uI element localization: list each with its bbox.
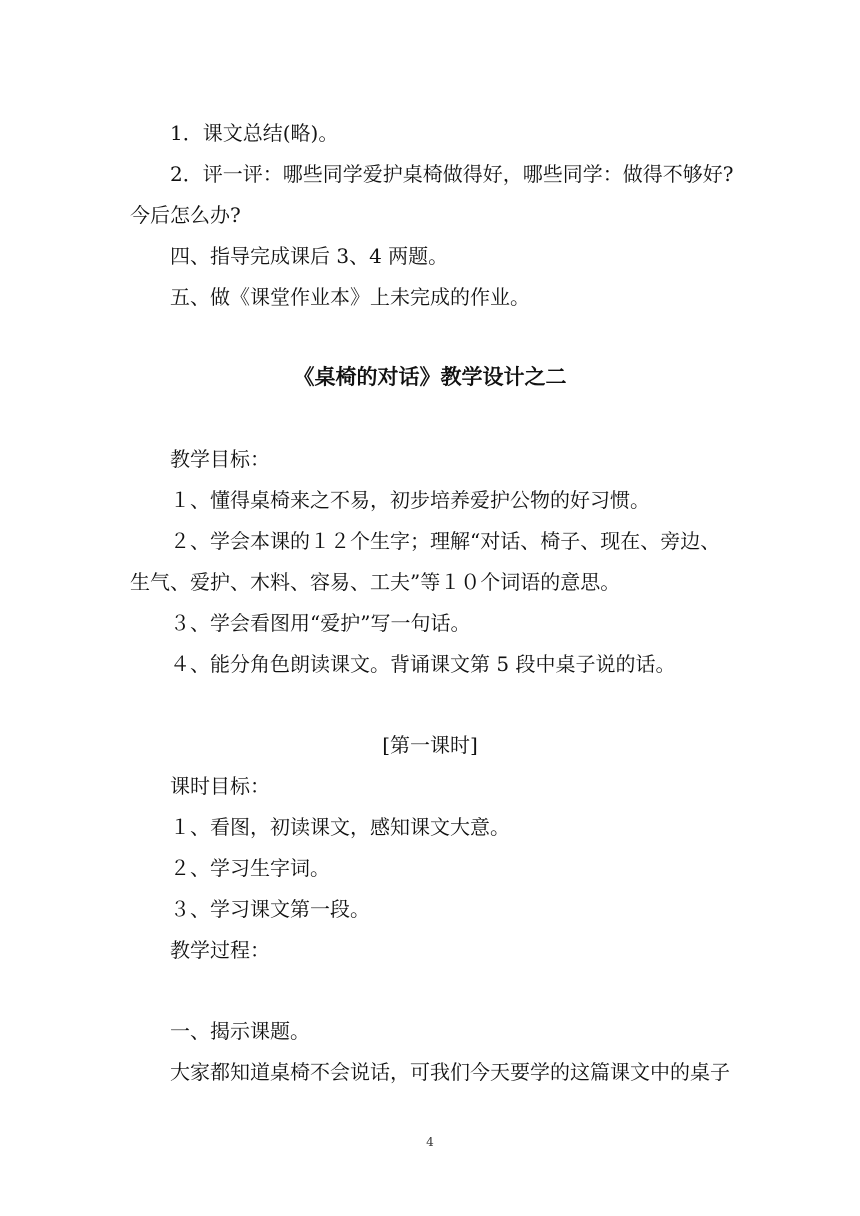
summary-line: 1．课文总结(略)。	[170, 121, 339, 145]
lesson-goal-item: ２、学习生字词。	[170, 856, 330, 880]
lesson-heading: [第一课时]	[382, 733, 478, 757]
process-heading: 教学过程：	[170, 938, 270, 962]
objective-item: ２、学会本课的１２个生字；理解“对话、椅子、现在、旁边、	[170, 529, 721, 553]
objective-item: ３、学会看图用“爱护”写一句话。	[170, 611, 471, 635]
step-heading: 一、揭示课题。	[170, 1019, 310, 1043]
page-number: 4	[426, 1135, 434, 1149]
exercise-step-line: 四、指导完成课后 3、4 两题。	[170, 244, 449, 268]
objectives-heading: 教学目标：	[170, 447, 270, 471]
objective-item: ４、能分角色朗读课文。背诵课文第 5 段中桌子说的话。	[170, 652, 676, 676]
evaluation-line: 2．评一评：哪些同学爱护桌椅做得好，哪些同学：做得不够好?	[170, 162, 734, 186]
objective-item: １、懂得桌椅来之不易，初步培养爱护公物的好习惯。	[170, 488, 650, 512]
lesson-goals-heading: 课时目标：	[170, 774, 270, 798]
objective-item-continued: 生气、爱护、木料、容易、工夫”等１０个词语的意思。	[130, 570, 621, 594]
evaluation-line-continued: 今后怎么办?	[130, 203, 241, 227]
lesson-goal-item: ３、学习课文第一段。	[170, 897, 370, 921]
lesson-goal-item: １、看图，初读课文，感知课文大意。	[170, 815, 510, 839]
section-title: 《桌椅的对话》教学设计之二	[293, 365, 567, 389]
homework-step-line: 五、做《课堂作业本》上未完成的作业。	[170, 285, 530, 309]
step-paragraph: 大家都知道桌椅不会说话，可我们今天要学的这篇课文中的桌子	[170, 1060, 730, 1084]
